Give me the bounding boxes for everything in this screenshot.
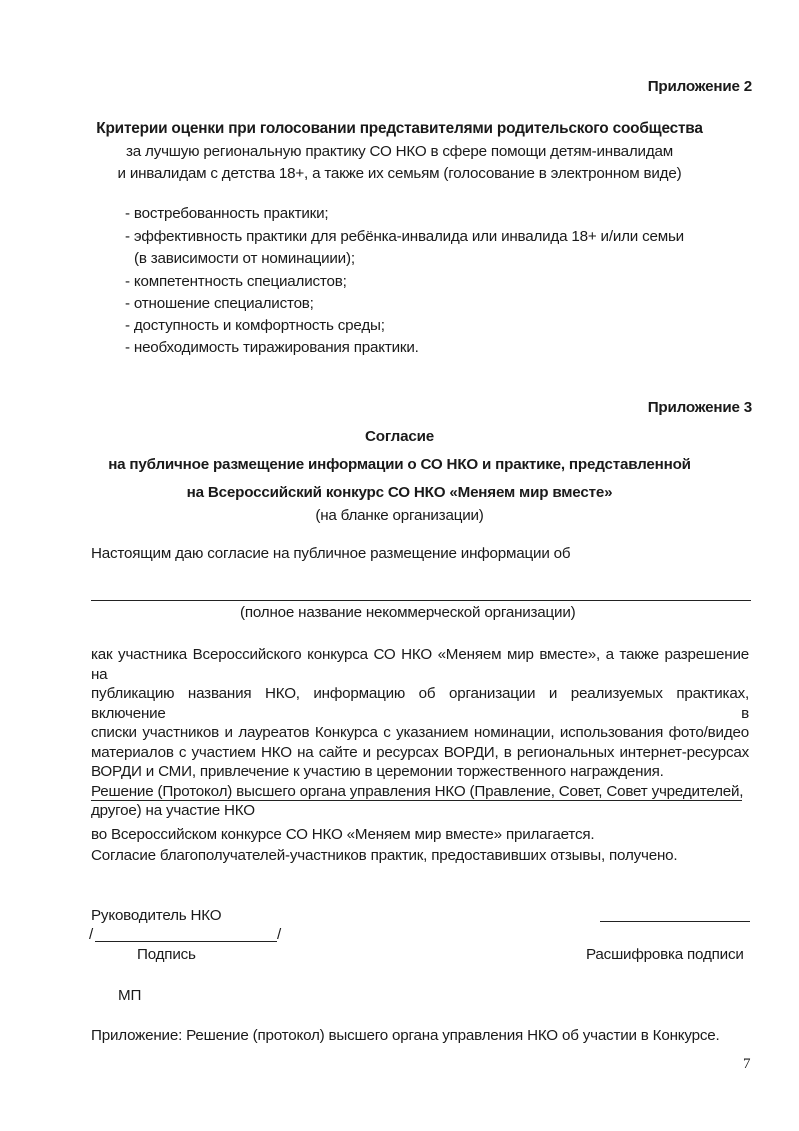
consent-body-line: ВОРДИ и СМИ, привлечение к участию в церемонии торжественного награждения. [91, 763, 664, 780]
org-name-caption: (полное название некоммерческой организации) [240, 604, 576, 621]
attachment-statement: во Всероссийском конкурсе СО НКО «Меняем мир вместе» прилагается. [91, 826, 595, 843]
decision-line: другое) на участие НКО [91, 802, 255, 819]
consent-body-line: публикацию названия НКО, информацию об организации и реализуемых практиках, включение в [91, 685, 749, 722]
consent-intro: Настоящим даю согласие на публичное размещение информации об [91, 545, 571, 562]
consent-body-line: материалов с участием НКО на сайте и ресурсах ВОРДИ, в региональных интернет-ресурсах [91, 743, 749, 761]
criteria-item: - востребованность практики; [125, 205, 329, 222]
page-number: 7 [743, 1056, 751, 1072]
criteria-item: - эффективность практики для ребёнка-инвалида или инвалида 18+ и/или семьи [125, 228, 684, 245]
appendix-3-label: Приложение 3 [647, 399, 752, 416]
decoding-field-line[interactable] [600, 921, 750, 922]
decoding-caption: Расшифровка подписи [586, 946, 744, 963]
consent-title-line-1: на публичное размещение информации о СО НКО и практике, представленной [108, 456, 691, 473]
criteria-item-continuation: (в зависимости от номинациии); [134, 250, 355, 267]
criteria-item: - компетентность специалистов; [125, 273, 347, 290]
decision-field-line[interactable] [91, 800, 742, 801]
beneficiaries-consent: Согласие благополучателей-участников практик, предоставивших отзывы, получено. [91, 847, 678, 864]
attachment-note: Приложение: Решение (протокол) высшего органа управления НКО об участии в Конкурсе. [91, 1027, 720, 1044]
head-of-nko-label: Руководитель НКО [91, 907, 222, 924]
criteria-item: - необходимость тиражирования практики. [125, 339, 419, 356]
appendix-2-subtitle-line-1: за лучшую региональную практику СО НКО в сфере помощи детям-инвалидам [126, 143, 673, 160]
signature-field-line[interactable] [95, 941, 277, 942]
consent-title: Согласие [365, 428, 434, 445]
consent-body-line: списки участников и лауреатов Конкурса с указанием номинации, использования фото/видео [91, 724, 749, 741]
consent-title-line-2: на Всероссийский конкурс СО НКО «Меняем мир вместе» [186, 484, 613, 501]
appendix-2-label: Приложение 2 [647, 78, 752, 95]
criteria-item: - доступность и комфортность среды; [125, 317, 385, 334]
consent-body-line: как участника Всероссийского конкурса СО НКО «Меняем мир вместе», а также разрешение на [91, 646, 749, 683]
decision-line: Решение (Протокол) высшего органа управления НКО (Правление, Совет, Совет учредителей, [91, 782, 744, 800]
slash-open: / [89, 926, 94, 943]
stamp-label: МП [118, 987, 142, 1004]
appendix-2-subtitle-line-2: и инвалидам с детства 18+, а также их семьям (голосование в электронном виде) [117, 165, 682, 182]
appendix-2-title: Критерии оценки при голосовании представителями родительского сообщества [96, 120, 703, 137]
signature-caption: Подпись [137, 946, 196, 963]
criteria-item: - отношение специалистов; [125, 295, 314, 312]
consent-body [91, 645, 749, 821]
slash-close: / [277, 926, 282, 943]
form-note: (на бланке организации) [315, 507, 484, 524]
org-name-field-line[interactable] [91, 600, 751, 601]
